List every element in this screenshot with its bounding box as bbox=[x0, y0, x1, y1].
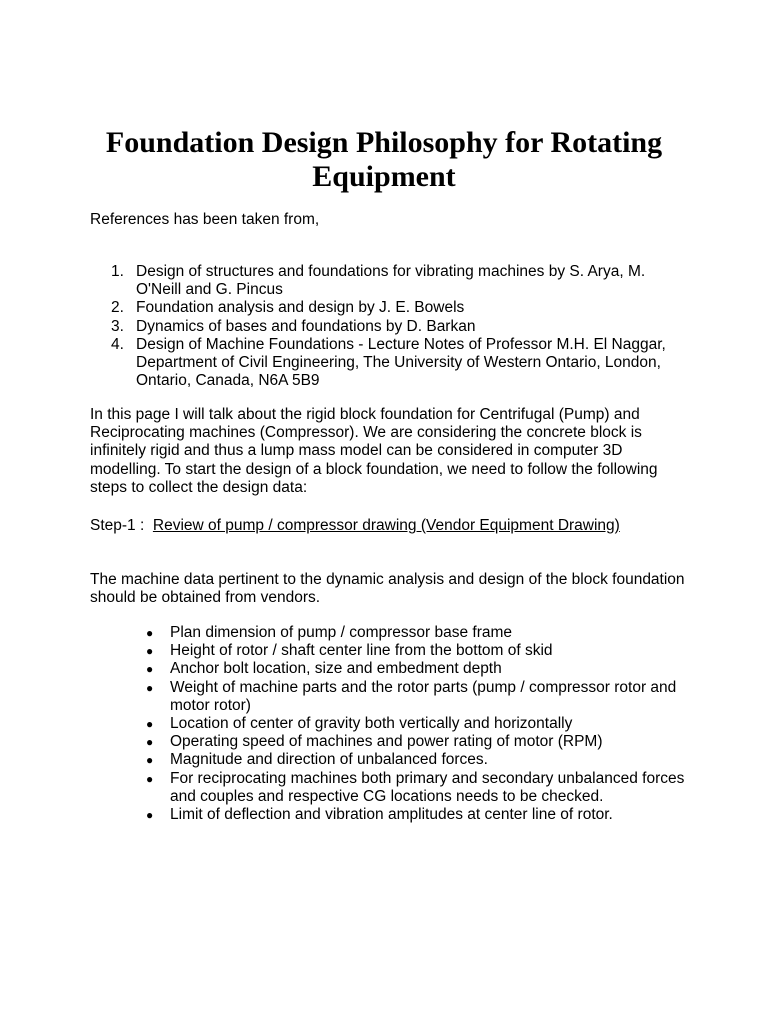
reference-item bbox=[90, 318, 690, 336]
reference-number: 4. bbox=[111, 335, 124, 353]
reference-item bbox=[90, 299, 690, 317]
document-title: Foundation Design Philosophy for Rotating Equipment bbox=[105, 126, 663, 193]
bullet-text: Anchor bolt location, size and embedment depth bbox=[170, 660, 502, 678]
bullet-item bbox=[90, 806, 690, 824]
bullet-icon: ● bbox=[146, 626, 154, 640]
bullet-text: Operating speed of machines and power rating of motor (RPM) bbox=[170, 733, 603, 751]
step-1-line bbox=[90, 517, 620, 535]
bullet-icon: ● bbox=[146, 753, 154, 768]
reference-number: 2. bbox=[111, 299, 124, 317]
machine-data-paragraph: The machine data pertinent to the dynamic analysis and design of the block foundation should be obtained from vendors. bbox=[90, 571, 685, 607]
bullet-item bbox=[90, 642, 690, 660]
machine-data-bullet-list bbox=[90, 624, 690, 824]
bullet-text: Weight of machine parts and the rotor parts (pump / compressor rotor and motor rotor) bbox=[170, 678, 677, 714]
step-1-label: Step-1 : bbox=[90, 517, 145, 534]
references-list bbox=[90, 263, 690, 390]
bullet-text: Location of center of gravity both vertically and horizontally bbox=[170, 715, 573, 733]
bullet-text: Plan dimension of pump / compressor base frame bbox=[170, 624, 513, 641]
bullet-item bbox=[90, 679, 690, 715]
step-1-link[interactable]: Review of pump / compressor drawing (Vendor Equipment Drawing) bbox=[152, 517, 620, 534]
bullet-icon: ● bbox=[146, 735, 154, 750]
reference-number: 3. bbox=[111, 317, 124, 335]
bullet-item bbox=[90, 715, 690, 733]
bullet-icon: ● bbox=[146, 662, 154, 677]
reference-item bbox=[90, 336, 690, 391]
reference-text: Foundation analysis and design by J. E. Bowels bbox=[136, 299, 465, 317]
bullet-text: Limit of deflection and vibration amplitudes at center line of rotor. bbox=[170, 806, 613, 824]
bullet-text: Magnitude and direction of unbalanced forces. bbox=[170, 751, 488, 769]
bullet-icon: ● bbox=[146, 808, 154, 823]
references-intro: References has been taken from, bbox=[90, 211, 320, 228]
bullet-icon: ● bbox=[146, 644, 154, 659]
reference-item bbox=[90, 263, 690, 299]
bullet-item bbox=[90, 770, 690, 806]
bullet-icon: ● bbox=[146, 717, 154, 732]
bullet-item bbox=[90, 733, 690, 751]
reference-text: Design of Machine Foundations - Lecture Notes of Professor M.H. El Naggar, Department of Civil Engineering, The University of Western Ontario, London, Ontario, Canada, N6A 5B9 bbox=[136, 335, 666, 390]
bullet-text: For reciprocating machines both primary and secondary unbalanced forces and couples and respective CG locations needs to be checked. bbox=[170, 769, 685, 805]
reference-text: Design of structures and foundations for vibrating machines by S. Arya, M. O'Neill and G. Pincus bbox=[136, 263, 646, 299]
bullet-item bbox=[90, 624, 690, 642]
reference-number: 1. bbox=[111, 263, 124, 280]
bullet-item bbox=[90, 751, 690, 769]
intro-paragraph: In this page I will talk about the rigid block foundation for Centrifugal (Pump) and Reciprocating machines (Compressor). We are considering the concrete block is infinitely rigid and thus a lump mass model can be considered in computer 3D modelling. To start the design of a block foundation, we need to follow the following steps to collect the design data: bbox=[90, 406, 658, 496]
bullet-item bbox=[90, 660, 690, 678]
bullet-icon: ● bbox=[146, 680, 154, 695]
bullet-text: Height of rotor / shaft center line from the bottom of skid bbox=[170, 642, 553, 660]
bullet-icon: ● bbox=[146, 771, 154, 786]
reference-text: Dynamics of bases and foundations by D. Barkan bbox=[136, 317, 476, 335]
